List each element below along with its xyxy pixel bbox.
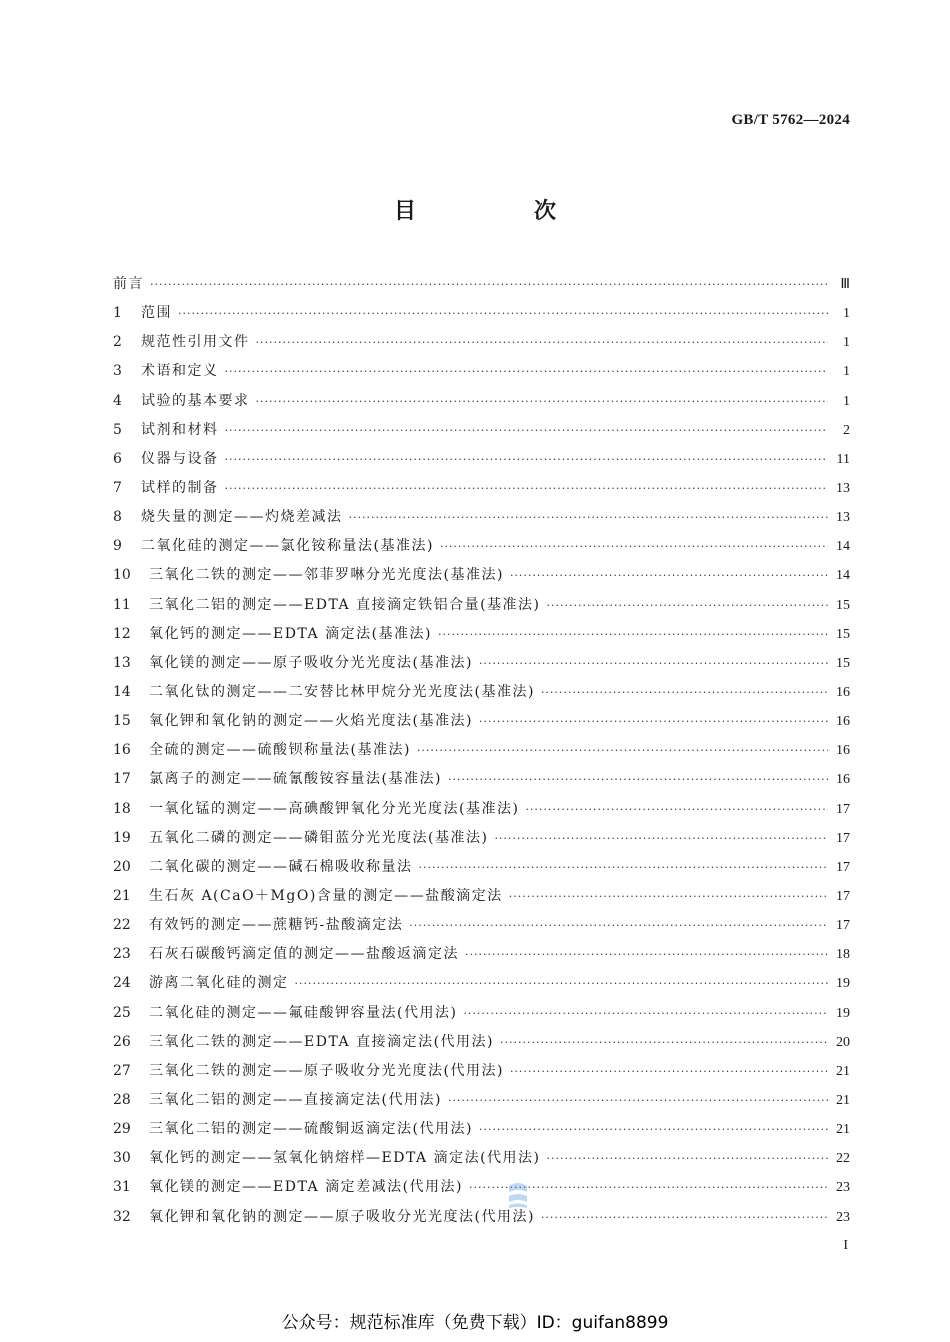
- toc-entry-title: 范围: [141, 305, 172, 322]
- footer-note: 公众号：规范标准库（免费下载）ID：guifan8899: [281, 1313, 669, 1333]
- toc-dot-leader: [225, 445, 829, 474]
- toc-dot-leader: [510, 561, 828, 590]
- toc-entry-number: 8: [113, 509, 122, 526]
- toc-entry-page: Ⅲ: [840, 277, 850, 292]
- toc-entry-title: 氧化钾和氧化钠的测定——火焰光度法(基准法): [149, 713, 473, 730]
- table-of-contents: [113, 270, 850, 1232]
- toc-dot-leader: [547, 591, 829, 620]
- toc-entry-number: 17: [113, 771, 131, 788]
- toc-entry-title: 试剂和材料: [141, 421, 219, 438]
- toc-entry-number: 30: [113, 1150, 131, 1167]
- toc-entry-number: 5: [113, 421, 122, 438]
- toc-dot-leader: [409, 911, 828, 940]
- toc-entry[interactable]: [113, 911, 850, 940]
- toc-dot-leader: [419, 853, 829, 882]
- toc-entry-number: 15: [113, 713, 131, 730]
- toc-entry[interactable]: [113, 620, 850, 649]
- toc-entry-title: 试验的基本要求: [141, 392, 250, 409]
- toc-entry[interactable]: [113, 503, 850, 532]
- toc-entry-number: 26: [113, 1033, 131, 1050]
- toc-entry-page: 19: [836, 1005, 850, 1021]
- toc-entry-number: 27: [113, 1062, 131, 1079]
- toc-dot-leader: [525, 795, 828, 824]
- toc-entry-number: 4: [113, 392, 122, 409]
- toc-entry[interactable]: [113, 416, 850, 445]
- toc-dot-leader: [438, 620, 828, 649]
- toc-entry-page: 19: [836, 976, 850, 992]
- toc-entry-number: 28: [113, 1091, 131, 1108]
- toc-entry-title: 全硫的测定——硫酸钡称量法(基准法): [149, 742, 411, 759]
- toc-entry-title: 氯离子的测定——硫氰酸铵容量法(基准法): [149, 771, 442, 788]
- toc-dot-leader: [547, 1144, 829, 1173]
- toc-entry-title: 生石灰 A(CaO＋MgO)含量的测定——盐酸滴定法: [149, 887, 503, 904]
- toc-entry-number: 3: [113, 363, 122, 380]
- toc-entry-title: 二氧化碳的测定——碱石棉吸收称量法: [149, 858, 413, 875]
- toc-entry[interactable]: [113, 969, 850, 998]
- toc-dot-leader: [256, 387, 829, 416]
- toc-entry[interactable]: [113, 357, 850, 386]
- toc-entry-number: 2: [113, 334, 122, 351]
- toc-entry-page: 16: [836, 743, 850, 759]
- toc-entry-page: 15: [836, 626, 850, 642]
- toc-entry-title: 仪器与设备: [141, 450, 219, 467]
- toc-entry[interactable]: [113, 1086, 850, 1115]
- toc-entry-page: 17: [836, 859, 850, 875]
- toc-entry-title: 三氧化二铝的测定——EDTA 直接滴定铁铝合量(基准法): [149, 596, 541, 613]
- toc-entry-page: 17: [836, 830, 850, 846]
- toc-entry[interactable]: [113, 328, 850, 357]
- toc-entry-page: 1: [843, 335, 850, 351]
- toc-entry-number: 14: [113, 683, 131, 700]
- toc-entry-page: 16: [836, 684, 850, 700]
- toc-entry-number: 32: [113, 1208, 131, 1225]
- toc-dot-leader: [417, 736, 828, 765]
- toc-entry-number: 16: [113, 742, 131, 759]
- toc-entry-title: 氧化钙的测定——EDTA 滴定法(基准法): [149, 625, 433, 642]
- toc-entry[interactable]: [113, 1115, 850, 1144]
- toc-entry[interactable]: [113, 707, 850, 736]
- toc-entry-page: 21: [836, 1122, 850, 1138]
- toc-dot-leader: [479, 649, 828, 678]
- toc-entry-title: 氧化镁的测定——EDTA 滴定差减法(代用法): [149, 1179, 464, 1196]
- toc-entry-title: 试样的制备: [141, 479, 219, 496]
- toc-dot-leader: [541, 678, 828, 707]
- toc-dot-leader: [225, 416, 829, 445]
- toc-entry[interactable]: [113, 561, 850, 590]
- toc-entry-title: 规范性引用文件: [141, 334, 250, 351]
- toc-entry-number: 11: [113, 596, 131, 613]
- toc-entry[interactable]: [113, 591, 850, 620]
- toc-entry-page: 14: [836, 568, 850, 584]
- toc-entry-number: 25: [113, 1004, 131, 1021]
- toc-dot-leader: [509, 882, 828, 911]
- toc-entry-page: 23: [836, 1180, 850, 1196]
- toc-entry-title: 二氧化硅的测定——氟硅酸钾容量法(代用法): [149, 1004, 458, 1021]
- toc-entry[interactable]: [113, 853, 850, 882]
- toc-entry-number: 13: [113, 654, 131, 671]
- toc-entry-page: 1: [843, 393, 850, 409]
- toc-entry[interactable]: [113, 824, 850, 853]
- toc-entry-number: 21: [113, 887, 131, 904]
- toc-dot-leader: [510, 1057, 828, 1086]
- toc-entry-number: 31: [113, 1179, 131, 1196]
- page-folio: I: [843, 1238, 848, 1253]
- toc-dot-leader: [541, 1203, 828, 1232]
- toc-entry[interactable]: [113, 1144, 850, 1173]
- toc-dot-leader: [479, 707, 828, 736]
- toc-entry-number: 18: [113, 800, 131, 817]
- toc-entry-title: 二氧化硅的测定——氯化铵称量法(基准法): [141, 538, 434, 555]
- toc-dot-leader: [448, 1086, 828, 1115]
- toc-entry-page: 11: [836, 451, 850, 467]
- toc-entry-page: 22: [836, 1151, 850, 1167]
- toc-entry-page: 21: [836, 1092, 850, 1108]
- toc-entry-page: 18: [836, 947, 850, 963]
- toc-entry-title: 石灰石碳酸钙滴定值的测定——盐酸返滴定法: [149, 946, 459, 963]
- toc-entry-title: 三氧化二铝的测定——硫酸铜返滴定法(代用法): [149, 1121, 473, 1138]
- toc-entry-page: 20: [836, 1034, 850, 1050]
- toc-entry[interactable]: [113, 474, 850, 503]
- toc-entry-title: 二氧化钛的测定——二安替比林甲烷分光光度法(基准法): [149, 683, 535, 700]
- toc-entry[interactable]: [113, 940, 850, 969]
- toc-dot-leader: [349, 503, 829, 532]
- toc-entry[interactable]: [113, 736, 850, 765]
- toc-dot-leader: [500, 1028, 828, 1057]
- toc-entry-page: 17: [836, 888, 850, 904]
- toc-entry[interactable]: [113, 299, 850, 328]
- toc-entry-title: 氧化镁的测定——原子吸收分光光度法(基准法): [149, 654, 473, 671]
- toc-dot-leader: [295, 969, 829, 998]
- toc-entry[interactable]: [113, 678, 850, 707]
- toc-dot-leader: [479, 1115, 828, 1144]
- toc-entry-page: 13: [836, 510, 850, 526]
- toc-entry-page: 14: [836, 539, 850, 555]
- toc-entry-page: 2: [843, 422, 850, 438]
- toc-entry-title: 三氧化二铁的测定——邻菲罗啉分光光度法(基准法): [149, 567, 504, 584]
- toc-entry-title: 五氧化二磷的测定——磷钼蓝分光光度法(基准法): [149, 829, 489, 846]
- toc-entry-title: 三氧化二铁的测定——EDTA 直接滴定法(代用法): [149, 1033, 494, 1050]
- toc-dot-leader: [465, 940, 828, 969]
- toc-dot-leader: [463, 999, 828, 1028]
- toc-entry[interactable]: [113, 795, 850, 824]
- toc-entry-number: 7: [113, 479, 122, 496]
- toc-entry-number: 23: [113, 946, 131, 963]
- toc-title: 目 次: [393, 199, 604, 224]
- toc-entry-page: 21: [836, 1063, 850, 1079]
- toc-entry-number: 24: [113, 975, 131, 992]
- watermark-logo-icon: [505, 1180, 531, 1210]
- toc-entry[interactable]: [113, 1028, 850, 1057]
- toc-entry-title: 一氧化锰的测定——高碘酸钾氧化分光光度法(基准法): [149, 800, 520, 817]
- toc-entry[interactable]: [113, 445, 850, 474]
- toc-entry-page: 1: [843, 364, 850, 380]
- toc-entry-number: 20: [113, 858, 131, 875]
- toc-entry[interactable]: [113, 270, 850, 299]
- toc-entry[interactable]: [113, 765, 850, 794]
- toc-entry-number: 22: [113, 917, 131, 934]
- toc-entry-title: 有效钙的测定——蔗糖钙-盐酸滴定法: [149, 917, 404, 934]
- toc-entry-page: 16: [836, 772, 850, 788]
- toc-entry-number: 1: [113, 305, 122, 322]
- toc-dot-leader: [178, 299, 828, 328]
- toc-entry-title: 术语和定义: [141, 363, 219, 380]
- toc-dot-leader: [150, 270, 828, 299]
- toc-entry-title: 氧化钾和氧化钠的测定——原子吸收分光光度法(代用法): [149, 1208, 535, 1225]
- toc-dot-leader: [440, 532, 828, 561]
- toc-entry-page: 17: [836, 801, 850, 817]
- toc-entry-title: 前言: [113, 276, 144, 292]
- toc-entry-number: 19: [113, 829, 131, 846]
- toc-entry[interactable]: [113, 999, 850, 1028]
- toc-entry-title: 游离二氧化硅的测定: [149, 975, 289, 992]
- toc-entry-number: 9: [113, 538, 122, 555]
- toc-dot-leader: [256, 328, 829, 357]
- toc-entry-page: 23: [836, 1209, 850, 1225]
- toc-dot-leader: [225, 474, 829, 503]
- toc-entry[interactable]: [113, 1057, 850, 1086]
- toc-entry-number: 29: [113, 1121, 131, 1138]
- toc-entry-page: 13: [836, 480, 850, 496]
- toc-entry[interactable]: [113, 1173, 850, 1202]
- toc-entry-number: 6: [113, 450, 122, 467]
- toc-entry-title: 三氧化二铝的测定——直接滴定法(代用法): [149, 1091, 442, 1108]
- toc-entry-page: 17: [836, 918, 850, 934]
- toc-entry-title: 三氧化二铁的测定——原子吸收分光光度法(代用法): [149, 1062, 504, 1079]
- toc-entry-title: 氧化钙的测定——氢氧化钠熔样—EDTA 滴定法(代用法): [149, 1150, 541, 1167]
- toc-entry-page: 15: [836, 597, 850, 613]
- toc-entry[interactable]: [113, 387, 850, 416]
- toc-dot-leader: [448, 765, 828, 794]
- toc-entry[interactable]: [113, 649, 850, 678]
- toc-entry[interactable]: [113, 532, 850, 561]
- standard-code: GB/T 5762—2024: [731, 112, 850, 128]
- toc-dot-leader: [494, 824, 828, 853]
- toc-entry-number: 10: [113, 567, 131, 584]
- toc-dot-leader: [225, 357, 829, 386]
- toc-entry-page: 16: [836, 714, 850, 730]
- toc-entry[interactable]: [113, 1203, 850, 1232]
- toc-entry-number: 12: [113, 625, 131, 642]
- toc-entry-page: 15: [836, 655, 850, 671]
- toc-entry-title: 烧失量的测定——灼烧差减法: [141, 509, 343, 526]
- toc-entry-page: 1: [843, 306, 850, 322]
- toc-entry[interactable]: [113, 882, 850, 911]
